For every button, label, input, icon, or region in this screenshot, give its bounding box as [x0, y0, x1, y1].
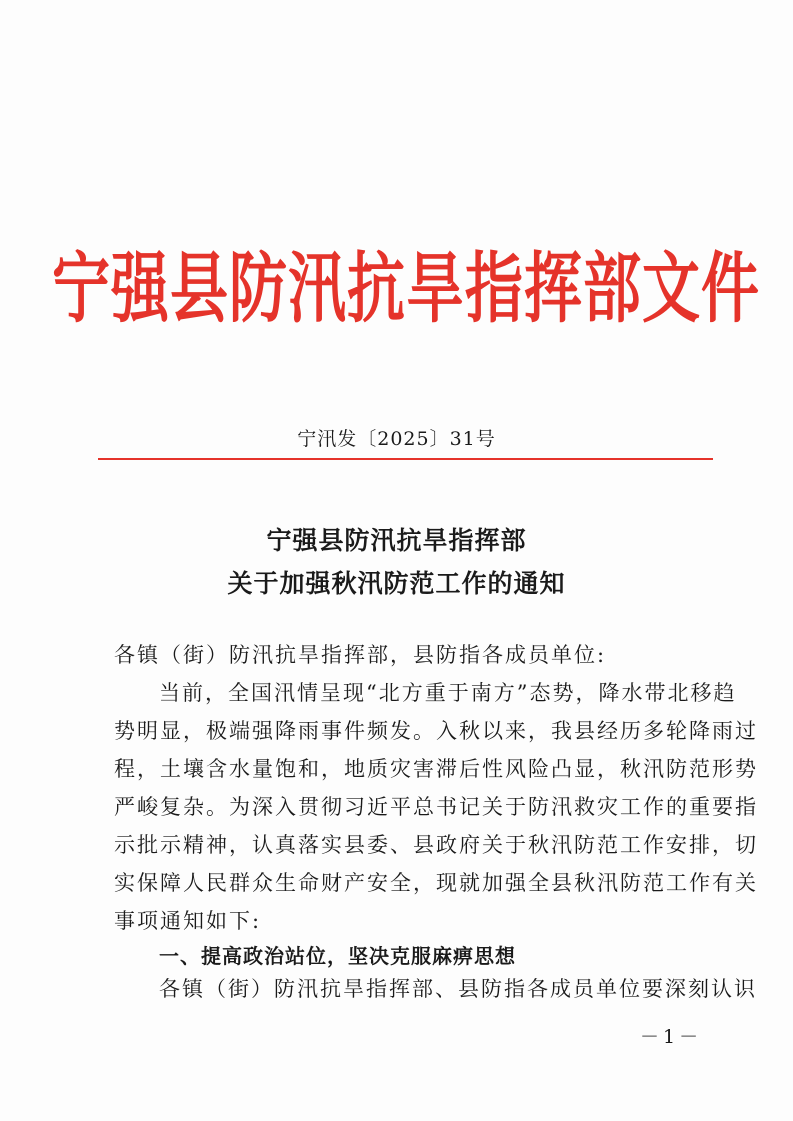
section-heading-1: 一、提高政治站位，坚决克服麻痹思想: [159, 944, 516, 968]
paragraph-1-line: 势明显，极端强降雨事件频发。入秋以来，我县经历多轮降雨过: [114, 719, 758, 743]
page-number: －1－: [640, 1026, 703, 1048]
notice-title-line-2: 关于加强秋汛防范工作的通知: [227, 569, 566, 598]
salutation: 各镇（街）防汛抗旱指挥部，县防指各成员单位:: [114, 643, 607, 667]
paragraph-1-line: 示批示精神，认真落实县委、县政府关于秋汛防范工作安排，切: [114, 833, 758, 857]
paragraph-1: [114, 674, 758, 940]
paragraph-1-line: 实保障人民群众生命财产安全，现就加强全县秋汛防范工作有关: [114, 871, 758, 895]
document-header-title: 宁强县防汛抗旱指挥部文件: [52, 243, 761, 334]
paragraph-2: 各镇（街）防汛抗旱指挥部、县防指各成员单位要深刻认识: [159, 977, 757, 1001]
paragraph-1-line: 事项通知如下:: [114, 909, 262, 933]
red-divider-line: [98, 458, 713, 460]
paragraph-1-line: 严峻复杂。为深入贯彻习近平总书记关于防汛救灾工作的重要指: [114, 795, 758, 819]
document-number: 宁汛发〔2025〕31号: [297, 428, 496, 450]
paragraph-1-line: 程，土壤含水量饱和，地质灾害滞后性风险凸显，秋汛防范形势: [114, 757, 758, 781]
paragraph-1-line: 当前，全国汛情呈现“北方重于南方”态势，降水带北移趋: [159, 681, 737, 705]
notice-title-line-1: 宁强县防汛抗旱指挥部: [266, 526, 527, 555]
